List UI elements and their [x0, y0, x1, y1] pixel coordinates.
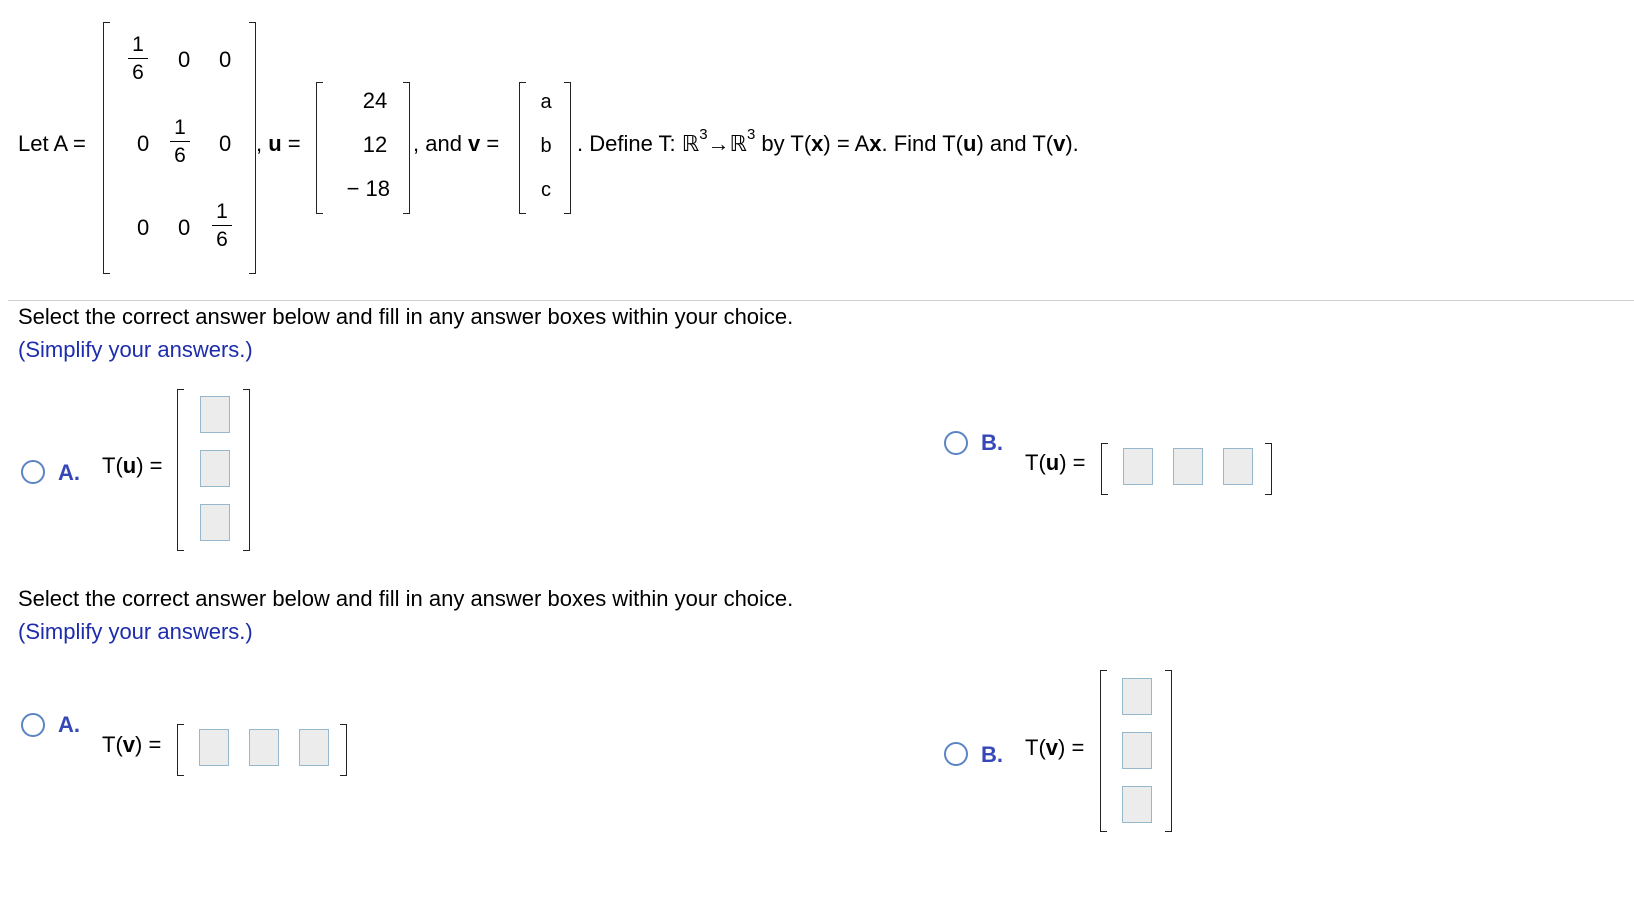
part-1-option-b-answer-box-2[interactable]: [1173, 448, 1203, 485]
part-1-option-a-answer-box-3[interactable]: [200, 504, 230, 541]
part-2-option-b-radio[interactable]: [944, 742, 968, 766]
matrix-a-right-bracket: [249, 22, 256, 274]
part-2-option-a-answer-box-1[interactable]: [199, 729, 229, 766]
section-divider: [8, 300, 1634, 301]
part-1-option-a-right-bracket: [243, 389, 250, 551]
part-1-option-b-letter: B.: [981, 430, 1003, 455]
part-2-option-b-answer-box-2[interactable]: [1122, 732, 1152, 769]
part-2-option-a-answer-box-2[interactable]: [249, 729, 279, 766]
matrix-a-r3c3: 1 6: [212, 201, 232, 250]
part-2-option-b-expr: T(v) =: [1025, 735, 1085, 760]
part-2-option-b-left-bracket: [1100, 670, 1107, 832]
part-1-option-a-letter: A.: [58, 460, 80, 485]
matrix-a-r1c2: 0: [178, 47, 191, 72]
part-1-option-b-left-bracket: [1101, 443, 1108, 495]
part-2-option-a-letter: A.: [58, 712, 80, 737]
part-1-option-b-answer-box-3[interactable]: [1223, 448, 1253, 485]
part-1-instruction: Select the correct answer below and fill in any answer boxes within your choice.: [18, 304, 794, 329]
part-1-option-b-radio[interactable]: [944, 431, 968, 455]
part-1-option-a-answer-box-1[interactable]: [200, 396, 230, 433]
define-transformation-text: . Define T: ℝ$^3$→ℝ$^3$ by T(x) = Ax. Find T(u) and T(v).: [577, 126, 1079, 156]
part-2-option-a-radio[interactable]: [21, 713, 45, 737]
matrix-a-r1c1: 1 6: [128, 34, 148, 83]
part-1-option-a-left-bracket: [177, 389, 184, 551]
matrix-a-r2c1: 0: [137, 131, 150, 156]
part-2-option-a-right-bracket: [340, 724, 347, 776]
vector-u-entry-2: 12: [362, 132, 388, 157]
vector-u-right-bracket: [403, 82, 410, 214]
vector-u-entry-3: − 18: [346, 176, 390, 201]
matrix-a-r3c2: 0: [178, 215, 191, 240]
matrix-a-left-bracket: [103, 22, 110, 274]
part-2-option-a-left-bracket: [177, 724, 184, 776]
matrix-a-r2c3: 0: [219, 131, 232, 156]
matrix-a-r1c3: 0: [219, 47, 232, 72]
part-1-option-a-answer-box-2[interactable]: [200, 450, 230, 487]
vector-v-entry-3: c: [541, 179, 551, 201]
and-v-label: , and v =: [413, 131, 500, 156]
part-1-option-b-right-bracket: [1265, 443, 1272, 495]
vector-u-entry-1: 24: [362, 88, 388, 113]
part-2-instruction: Select the correct answer below and fill in any answer boxes within your choice.: [18, 586, 794, 611]
matrix-a-r2c2: 1 6: [170, 117, 190, 166]
part-2-option-b-letter: B.: [981, 742, 1003, 767]
part-2-option-a-answer-box-3[interactable]: [299, 729, 329, 766]
vector-v-left-bracket: [519, 82, 526, 214]
part-1-hint: (Simplify your answers.): [18, 337, 253, 362]
part-1-option-b-answer-box-1[interactable]: [1123, 448, 1153, 485]
comma-u-label: , u =: [256, 131, 301, 156]
part-1-option-b-expr: T(u) =: [1025, 450, 1086, 475]
part-2-option-a-expr: T(v) =: [102, 732, 162, 757]
vector-v-entry-2: b: [540, 135, 552, 157]
part-1-option-a-radio[interactable]: [21, 460, 45, 484]
part-2-option-b-right-bracket: [1165, 670, 1172, 832]
let-a-label: Let A =: [18, 131, 86, 156]
part-2-option-b-answer-box-1[interactable]: [1122, 678, 1152, 715]
vector-u-left-bracket: [316, 82, 323, 214]
vector-v-right-bracket: [564, 82, 571, 214]
vector-v-entry-1: a: [540, 91, 552, 113]
part-1-option-a-expr: T(u) =: [102, 453, 163, 478]
matrix-a-r3c1: 0: [137, 215, 150, 240]
part-2-option-b-answer-box-3[interactable]: [1122, 786, 1152, 823]
part-2-hint: (Simplify your answers.): [18, 619, 253, 644]
